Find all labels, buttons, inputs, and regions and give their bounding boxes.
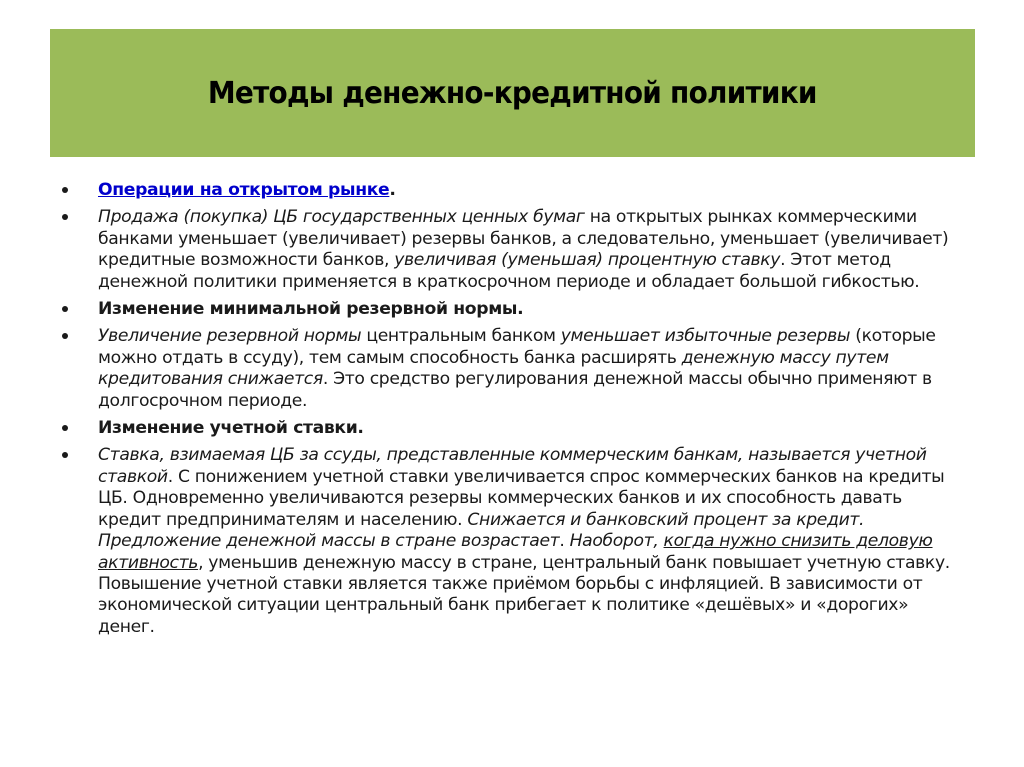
text-segment: , уменьшив денежную массу в стране, центральный банк повышает учетную ставку. Повышение учетной ставки является также приёмом борьбы с инфляцией. В зависимости от экономической ситуации центральный банк прибегает к политике «дешёвых» и «дорогих» денег. — [98, 552, 950, 637]
text-segment: увеличивая (уменьшая) процентную ставку — [394, 250, 781, 271]
text-segment: Продажа (покупка) ЦБ государственных ценных бумаг — [98, 207, 585, 228]
bullet-item-reserve-heading — [56, 299, 958, 320]
slide-content — [56, 180, 976, 644]
text-segment: Ставка, взимаемая ЦБ за ссуды, представленные коммерческим банкам, называется учетной ставкой — [98, 445, 927, 487]
section-heading: Изменение минимальной резервной нормы. — [98, 299, 524, 320]
open-market-link[interactable]: Операции на открытом рынке — [98, 180, 390, 200]
text-segment: центральным банком — [361, 326, 561, 347]
bullet-item-reserve-text — [56, 326, 958, 412]
bullet-icon — [62, 333, 68, 339]
bullet-item-open-market-text — [56, 207, 958, 293]
underlined-text-segment: когда нужно снизить деловую активность — [98, 531, 933, 573]
text-segment: Наоборот, — [569, 531, 664, 552]
text-segment: Увеличение резервной нормы — [98, 326, 362, 347]
bullet-item-discount-heading — [56, 418, 958, 439]
bullet-icon — [62, 214, 68, 220]
text-segment: уменьшает избыточные резервы — [560, 326, 851, 347]
text-segment: . Этот метод денежной политики применяется в краткосрочном периоде и обладает большой гибкостью. — [98, 250, 920, 292]
text-segment: . С понижением учетной ставки увеличивается спрос коммерческих банков на кредиты ЦБ. Одновременно увеличиваются резервы коммерческих банков и их способность давать кредит предпринимателям и населению. — [98, 466, 945, 530]
title-banner — [50, 29, 975, 157]
text-segment: Снижается и банковский процент за кредит. Предложение денежной массы в стране возрастает — [98, 509, 865, 552]
heading-period: . — [389, 180, 396, 200]
bullet-icon — [62, 306, 68, 312]
bullet-item-open-market-heading — [56, 180, 958, 201]
text-segment: на открытых рынках коммерческими банками уменьшает (увеличивает) резервы банков, а следовательно, уменьшает (увеличивает) кредитные возможности банков, — [98, 207, 949, 271]
bullet-icon — [62, 452, 68, 458]
text-segment: денежную массу путем кредитования снижается — [98, 347, 889, 390]
bullet-icon — [62, 187, 68, 193]
text-segment: . — [559, 531, 570, 552]
slide-title: Методы денежно-кредитной политики — [208, 75, 817, 111]
section-heading: Изменение учетной ставки. — [98, 418, 364, 439]
bullet-item-discount-text — [56, 445, 958, 638]
text-segment: . Это средство регулирования денежной массы обычно применяют в долгосрочном периоде. — [98, 369, 932, 411]
bullet-list — [56, 180, 976, 638]
bullet-icon — [62, 425, 68, 431]
text-segment: (которые можно отдать в ссуду), тем самым способность банка расширять — [98, 326, 936, 368]
